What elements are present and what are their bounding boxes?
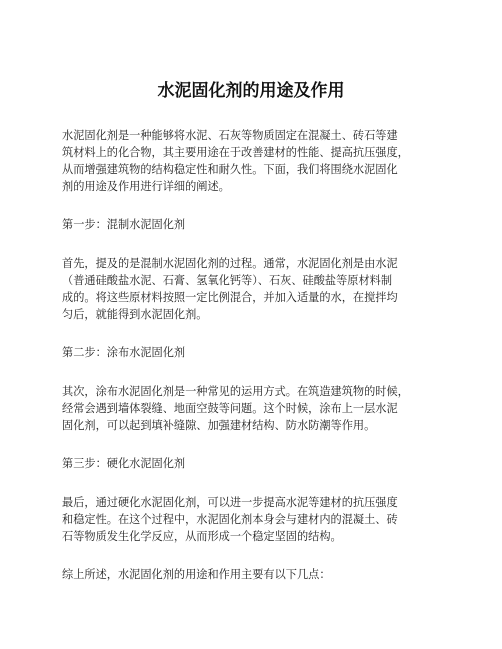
step3-heading: 第三步：硬化水泥固化剂	[62, 457, 186, 470]
step1-line-4: 匀后，就能得到水泥固化剂。	[62, 308, 208, 321]
step2-heading: 第二步：涂布水泥固化剂	[62, 346, 186, 359]
step1-line-3: 成的。将这些原材料按照一定比例混合，并加入适量的水，在搅拌均	[62, 291, 398, 304]
step1-heading: 第一步：混制水泥固化剂	[62, 218, 186, 231]
intro-line-2: 筑材料上的化合物，其主要用途在于改善建材的性能、提高抗压强度，	[62, 146, 409, 159]
step1-line-1: 首先，提及的是混制水泥固化剂的过程。通常，水泥固化剂是由水泥	[62, 257, 398, 270]
step2-line-2: 经常会遇到墙体裂缝、地面空鼓等问题。这个时候，涂布上一层水泥	[62, 402, 398, 415]
step2-line-3: 固化剂，可以起到填补缝隙、加强建材结构、防水防潮等作用。	[62, 419, 376, 432]
document-title: 水泥固化剂的用途及作用	[157, 81, 345, 101]
step3-line-3: 石等物质发生化学反应，从而形成一个稳定坚固的结构。	[62, 530, 342, 543]
step2-line-1: 其次，涂布水泥固化剂是一种常见的运用方式。在筑造建筑物的时候，	[62, 385, 409, 398]
step3-line-2: 和稳定性。在这个过程中，水泥固化剂本身会与建材内的混凝土、砖	[62, 513, 398, 526]
step1-line-2: （普通硅酸盐水泥、石膏、氢氧化钙等）、石灰、硅酸盐等原材料制	[62, 274, 393, 287]
intro-line-4: 剂的用途及作用进行详细的阐述。	[62, 180, 230, 193]
intro-line-1: 水泥固化剂是一种能够将水泥、石灰等物质固定在混凝土、砖石等建	[62, 129, 398, 142]
intro-line-3: 从而增强建筑物的结构稳定性和耐久性。下面，我们将围绕水泥固化	[62, 163, 398, 176]
summary-line: 综上所述，水泥固化剂的用途和作用主要有以下几点：	[62, 568, 331, 581]
step3-line-1: 最后，通过硬化水泥固化剂，可以进一步提高水泥等建材的抗压强度	[62, 496, 398, 509]
